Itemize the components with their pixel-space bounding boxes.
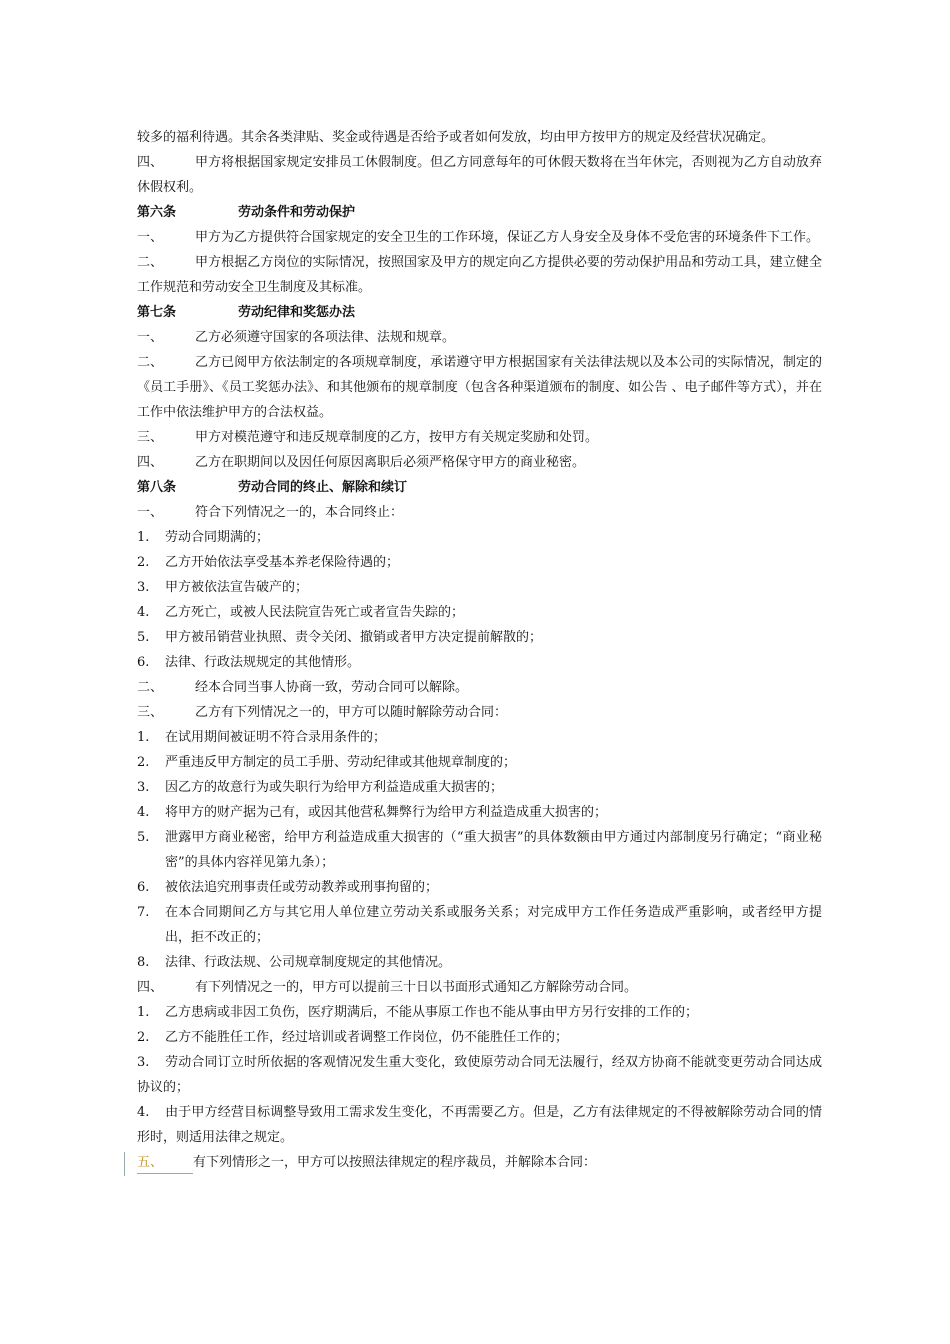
article-8-section-5 [137,1150,822,1175]
item-number: 5. [137,830,150,845]
list-item [137,775,822,800]
item-text: 法律、行政法规、公司规章制度规定的其他情况。 [165,955,452,970]
list-item [137,875,822,900]
item-text: 甲方被吊销营业执照、责令关闭、撤销或者甲方决定提前解散的； [165,630,543,645]
list-item [137,900,822,950]
item-number: 1. [137,1005,150,1020]
item-number: 4. [137,805,150,820]
item-number: 2. [137,755,150,770]
article-7-heading [137,300,822,325]
item-text: 乙方患病或非因工负伤，医疗期满后，不能从事原工作也不能从事由甲方另行安排的工作的； [165,1005,699,1020]
paragraph-number: 三、 [137,430,164,445]
article-8-heading [137,475,822,500]
paragraph-text: 甲方根据乙方岗位的实际情况，按照国家及甲方的规定向乙方提供必要的劳动保护用品和劳动工具，建立健全工作规范和劳动安全卫生制度及其标准。 [137,255,822,295]
article-8-section-3 [137,700,822,725]
item-text: 在试用期间被证明不符合录用条件的； [165,730,387,745]
paragraph-number: 一、 [137,505,164,520]
paragraph-text: 乙方已阅甲方依法制定的各项规章制度，承诺遵守甲方根据国家有关法律法规以及本公司的实际情况，制定的《员工手册》、《员工奖惩办法》、和其他颁布的规章制度（包含各种渠道颁布的制度、如公告 、电子邮件等方式），并在工作中依法维护甲方的合法权益。 [137,355,822,420]
list-item [137,650,822,675]
list-item [137,550,822,575]
paragraph-text: 甲方将根据国家规定安排员工休假制度。但乙方同意每年的可休假天数将在当年休完，否则视为乙方自动放弃休假权利。 [137,155,822,195]
item-text: 法律、行政法规规定的其他情形。 [165,655,361,670]
item-text: 泄露甲方商业秘密，给甲方利益造成重大损害的（“重大损害”的具体数额由甲方通过内部制度另行确定；“商业秘密”的具体内容祥见第九条）； [165,830,822,870]
list-item [137,1050,822,1100]
paragraph-text: 有下列情况之一的，甲方可以提前三十日以书面形式通知乙方解除劳动合同。 [195,980,638,995]
article-8-section-4 [137,975,822,1000]
item-text: 由于甲方经营目标调整导致用工需求发生变化，不再需要乙方。但是，乙方有法律规定的不得被解除劳动合同的情形时，则适用法律之规定。 [137,1105,822,1145]
item-text: 乙方开始依法享受基本养老保险待遇的； [165,555,400,570]
paragraph-text: 经本合同当事人协商一致，劳动合同可以解除。 [195,680,469,695]
article-title: 劳动合同的终止、解除和续订 [238,480,408,495]
item-text: 在本合同期间乙方与其它用人单位建立劳动关系或服务关系；对完成甲方工作任务造成严重影响，或者经甲方提出，拒不改正的； [165,905,822,945]
paragraph-number: 二、 [137,255,164,270]
list-item [137,1000,822,1025]
item-number: 2. [137,555,150,570]
article-6-para-2 [137,250,822,300]
article-number: 第六条 [137,205,177,220]
paragraph-number: 四、 [137,155,164,170]
article-number: 第八条 [137,480,177,495]
list-item [137,625,822,650]
paragraph-number: 五、 [137,1153,193,1174]
item-text: 将甲方的财产据为己有，或因其他营私舞弊行为给甲方利益造成重大损害的； [165,805,608,820]
article-8-section-1 [137,500,822,525]
item-text: 因乙方的故意行为或失职行为给甲方利益造成重大损害的； [165,780,504,795]
revision-bar [124,1152,125,1176]
list-item [137,825,822,875]
item-number: 3. [137,580,150,595]
item-number: 6. [137,655,150,670]
article-8-section-2 [137,675,822,700]
list-item [137,950,822,975]
paragraph-number: 一、 [137,230,164,245]
item-text: 劳动合同订立时所依据的客观情况发生重大变化，致使原劳动合同无法履行，经双方协商不能就变更劳动合同达成协议的； [137,1055,822,1095]
item-text: 乙方死亡，或被人民法院宣告死亡或者宣告失踪的； [165,605,465,620]
paragraph-text: 甲方对模范遵守和违反规章制度的乙方，按甲方有关规定奖励和处罚。 [195,430,599,445]
item-number: 2. [137,1030,150,1045]
document-body [137,125,822,1175]
paragraph-number: 四、 [137,980,164,995]
list-item [137,1100,822,1150]
item-text: 劳动合同期满的； [165,530,270,545]
item-number: 6. [137,880,150,895]
paragraph-text: 有下列情形之一，甲方可以按照法律规定的程序裁员，并解除本合同： [193,1155,597,1170]
article-7-para-3 [137,425,822,450]
article-number: 第七条 [137,305,177,320]
paragraph-number: 二、 [137,355,164,370]
item-text: 乙方不能胜任工作，经过培训或者调整工作岗位，仍不能胜任工作的； [165,1030,569,1045]
paragraph-number: 二、 [137,680,164,695]
item-number: 3. [137,1055,150,1070]
list-item [137,800,822,825]
article-6-heading [137,200,822,225]
article-7-para-4 [137,450,822,475]
list-item [137,525,822,550]
item-number: 4. [137,605,150,620]
article-title: 劳动条件和劳动保护 [238,205,356,220]
paragraph-text: 符合下列情况之一的，本合同终止： [195,505,404,520]
item-number: 3. [137,780,150,795]
list-item [137,600,822,625]
article-7-para-2 [137,350,822,425]
item-number: 1. [137,730,150,745]
paragraph-number: 四、 [137,455,164,470]
paragraph-5-4 [137,150,822,200]
paragraph-text: 乙方必须遵守国家的各项法律、法规和规章。 [195,330,456,345]
intro-paragraph: 较多的福利待遇。其余各类津贴、奖金或待遇是否给予或者如何发放，均由甲方按甲方的规定及经营状况确定。 [137,130,775,145]
paragraph-text: 乙方有下列情况之一的，甲方可以随时解除劳动合同： [195,705,508,720]
article-7-para-1 [137,325,822,350]
list-item [137,725,822,750]
article-6-para-1 [137,225,822,250]
paragraph-number: 三、 [137,705,164,720]
item-number: 5. [137,630,150,645]
article-title: 劳动纪律和奖惩办法 [238,305,356,320]
item-text: 严重违反甲方制定的员工手册、劳动纪律或其他规章制度的； [165,755,517,770]
item-number: 8. [137,955,150,970]
item-number: 7. [137,905,150,920]
paragraph-text: 乙方在职期间以及因任何原因离职后必须严格保守甲方的商业秘密。 [195,455,586,470]
item-number: 1. [137,530,150,545]
list-item [137,750,822,775]
paragraph-text: 甲方为乙方提供符合国家规定的安全卫生的工作环境，保证乙方人身安全及身体不受危害的环境条件下工作。 [195,230,820,245]
item-text: 被依法追究刑事责任或劳动教养或刑事拘留的； [165,880,439,895]
list-item [137,575,822,600]
item-text: 甲方被依法宣告破产的； [165,580,309,595]
item-number: 4. [137,1105,150,1120]
list-item [137,1025,822,1050]
paragraph-number: 一、 [137,330,164,345]
